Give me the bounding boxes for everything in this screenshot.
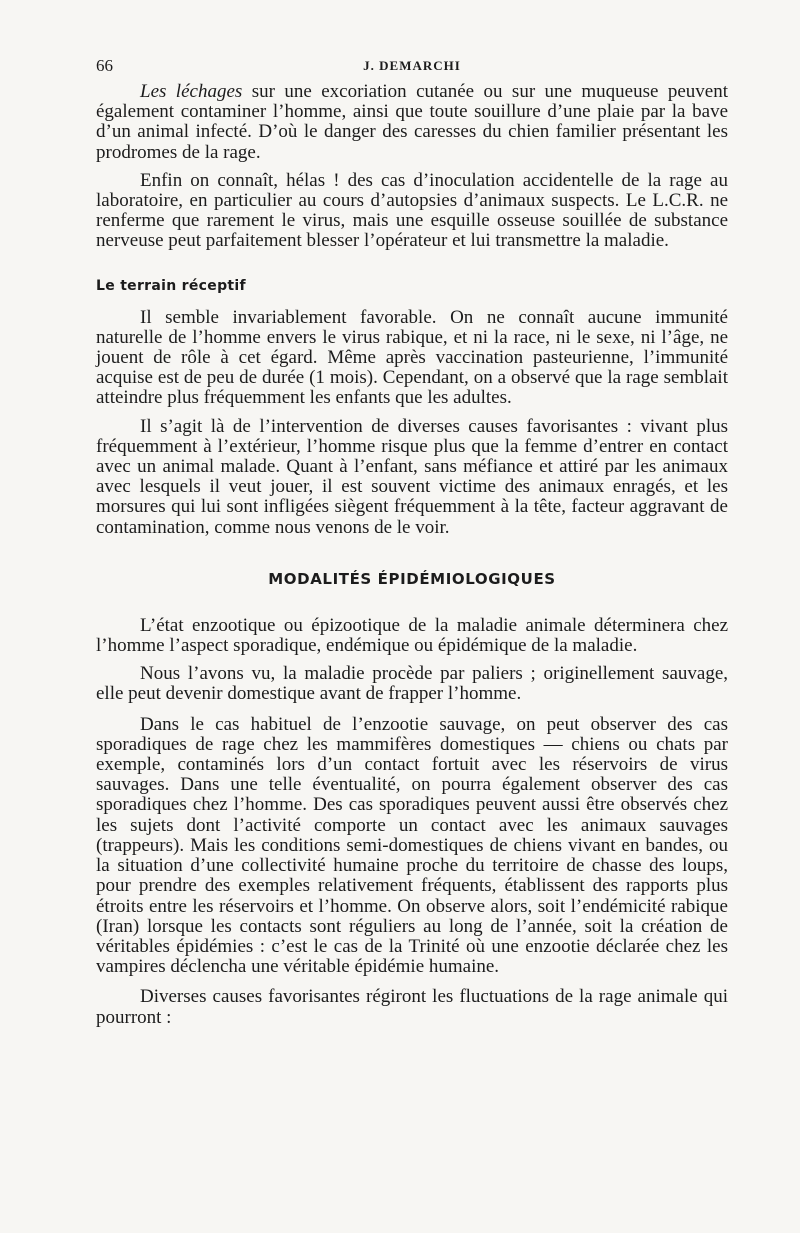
page-number: 66 bbox=[96, 56, 113, 75]
paragraph-fluctuations: Diverses causes favorisantes régiront les fluctuations de la rage animale qui pourront : bbox=[96, 986, 728, 1028]
paragraph-enzootie-sauvage: Dans le cas habituel de l’enzootie sauvage, on peut observer des cas sporadiques de rage chez les mammifères domestiques — chiens ou chats par exemple, contaminés lors d’un contact fortuit avec les réservoirs de virus sauvages. Dans une telle éventualité, on pourra également observer des cas sporadiques chez l’homme. Des cas sporadiques peuvent aussi être observés chez les sujets dont l’activité comporte un contact avec les animaux sauvages (trappeurs). Mais les conditions semi-domestiques de chiens vivant en bandes, ou la situation d’une collectivité humaine proche du territoire de chasse des loups, pour prendre des exemples relativement fréquents, établissent des rapports plus étroits entre les réservoirs et l’homme. On observe alors, soit l’endémicité rabique (Iran) lorsque les contacts sont réguliers au long de l’année, soit la création de véritables épidémies : c’est le cas de la Trinité où une enzootie déclarée chez les vampires déclencha une véritable épidémie humaine. bbox=[96, 713, 728, 978]
paragraph-paliers: Nous l’avons vu, la maladie procède par paliers ; originellement sauvage, elle peut devenir domestique avant de frapper l’homme. bbox=[96, 663, 728, 705]
running-header-author: J. DEMARCHI bbox=[363, 58, 461, 73]
italic-lead: Les léchages bbox=[140, 81, 243, 102]
running-header bbox=[96, 56, 728, 82]
paragraph-immunite: Il semble invariablement favorable. On ne connaît aucune immunité naturelle de l’homme envers le virus rabique, et ni la race, ni le sexe, ni l’âge, ne jouent de rôle à cet égard. Même après vaccination pasteurienne, l’immunité acquise est de peu de durée (1 mois). Cependant, on a observé que la rage semblait atteindre plus fréquemment les enfants que les adultes. bbox=[96, 306, 728, 409]
section-title-modalites: MODALITÉS ÉPIDÉMIOLOGIQUES bbox=[268, 569, 556, 588]
paragraph-laboratoire: Enfin on connaît, hélas ! des cas d’inoculation accidentelle de la rage au laboratoire, en particulier au cours d’autopsies d’animaux suspects. Le L.C.R. ne renferme que rarement le virus, mais une esquille osseuse souillée de substance nerveuse peut parfaitement blesser l’opérateur et lui transmettre la maladie. bbox=[96, 169, 728, 252]
paragraph-text: sur une excoriation cutanée ou sur une muqueuse peuvent également contaminer l’homme, ainsi que toute souillure d’une plaie par la bave d’un animal infecté. D’où le danger des caresses du chien familier présentant les prodromes de la rage. bbox=[96, 81, 729, 163]
paragraph-causes-favorisantes: Il s’agit là de l’intervention de diverses causes favorisantes : vivant plus fréquemment à l’extérieur, l’homme risque plus que la femme d’entrer en contact avec un animal malade. Quant à l’enfant, sans méfiance et attiré par les animaux avec lesquels il veut jouer, il est souvent victime des animaux enragés, et les morsures qui lui sont infligées siègent fréquemment à la tête, facteur aggravant de contamination, comme nous venons de le voir. bbox=[96, 415, 728, 538]
paragraph-lechages bbox=[96, 82, 728, 163]
subheading-terrain-receptif: Le terrain réceptif bbox=[96, 277, 246, 294]
paragraph-etat-enzootique: L’état enzootique ou épizootique de la maladie animale déterminera chez l’homme l’aspect sporadique, endémique ou épidémique de la maladie. bbox=[96, 614, 728, 657]
